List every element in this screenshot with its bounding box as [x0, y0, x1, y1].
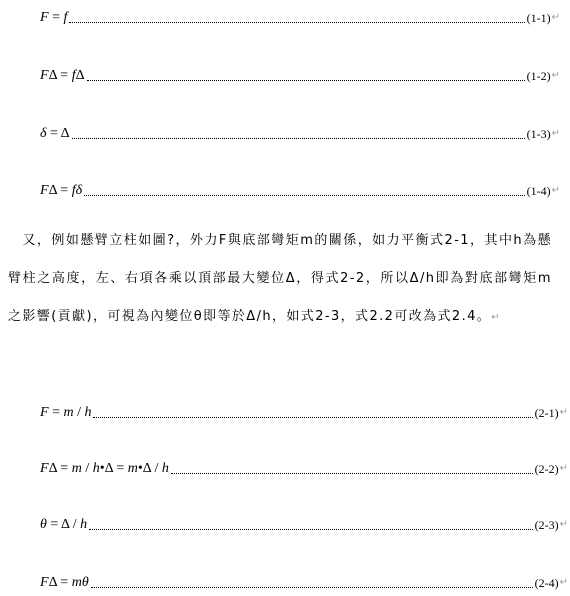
- equation-2-4: [40, 571, 568, 591]
- equation-lhs: FΔ = fδ: [40, 183, 83, 198]
- paragraph-mark-icon: ↵: [559, 577, 568, 588]
- equation-lhs: FΔ = fΔ: [40, 68, 85, 83]
- equation-lhs: F = f: [40, 10, 68, 25]
- paragraph-mark-icon: ↵: [551, 128, 560, 139]
- dot-leader: [171, 472, 533, 474]
- equation-lhs: F = m / h: [40, 405, 92, 420]
- equation-lhs: θ = Δ / h: [40, 517, 88, 532]
- dot-leader: [69, 21, 524, 23]
- equation-number: (1-3): [526, 127, 551, 141]
- equation-number: (2-3): [534, 518, 559, 532]
- paragraph-mark-icon: ↵: [491, 312, 501, 323]
- equation-number: (2-1): [534, 406, 559, 420]
- equation-number: (2-4): [534, 576, 559, 590]
- dot-leader: [89, 528, 532, 530]
- equation-2-1: [40, 401, 568, 421]
- paragraph-text: 又，例如懸臂立柱如圖?，外力F與底部彎矩m的關係，如力平衡式2-1，其中h為懸臂柱之高度，左、右項各乘以頂部最大變位Δ，得式2-2，所以Δ/h即為對底部彎矩m之影響(貢獻)，可視為內變位θ即等於Δ/h，如式2-3，式2.2可改為式2.4。: [8, 233, 552, 324]
- equation-1-4: [40, 179, 560, 199]
- equation-1-1: [40, 6, 560, 26]
- paragraph-mark-icon: ↵: [559, 407, 568, 418]
- equation-1-3: [40, 122, 560, 142]
- dot-leader: [91, 586, 533, 588]
- paragraph-mark-icon: ↵: [551, 70, 560, 81]
- equation-2-3: [40, 513, 568, 533]
- equation-2-2: [40, 457, 568, 477]
- paragraph-mark-icon: ↵: [559, 463, 568, 474]
- dot-leader: [93, 416, 532, 418]
- body-paragraph: [8, 222, 552, 337]
- equation-number: (2-2): [534, 462, 559, 476]
- paragraph-mark-icon: ↵: [551, 12, 560, 23]
- dot-leader: [84, 194, 525, 196]
- equation-number: (1-4): [526, 184, 551, 198]
- equation-number: (1-2): [526, 69, 551, 83]
- equation-lhs: FΔ = m / h•Δ = m•Δ / h: [40, 461, 169, 476]
- equation-lhs: δ = Δ: [40, 126, 70, 141]
- dot-leader: [87, 79, 525, 81]
- dot-leader: [72, 137, 525, 139]
- paragraph-mark-icon: ↵: [551, 185, 560, 196]
- equation-number: (1-1): [526, 11, 551, 25]
- paragraph-mark-icon: ↵: [559, 519, 568, 530]
- equation-1-2: [40, 64, 560, 84]
- equation-lhs: FΔ = mθ: [40, 575, 89, 590]
